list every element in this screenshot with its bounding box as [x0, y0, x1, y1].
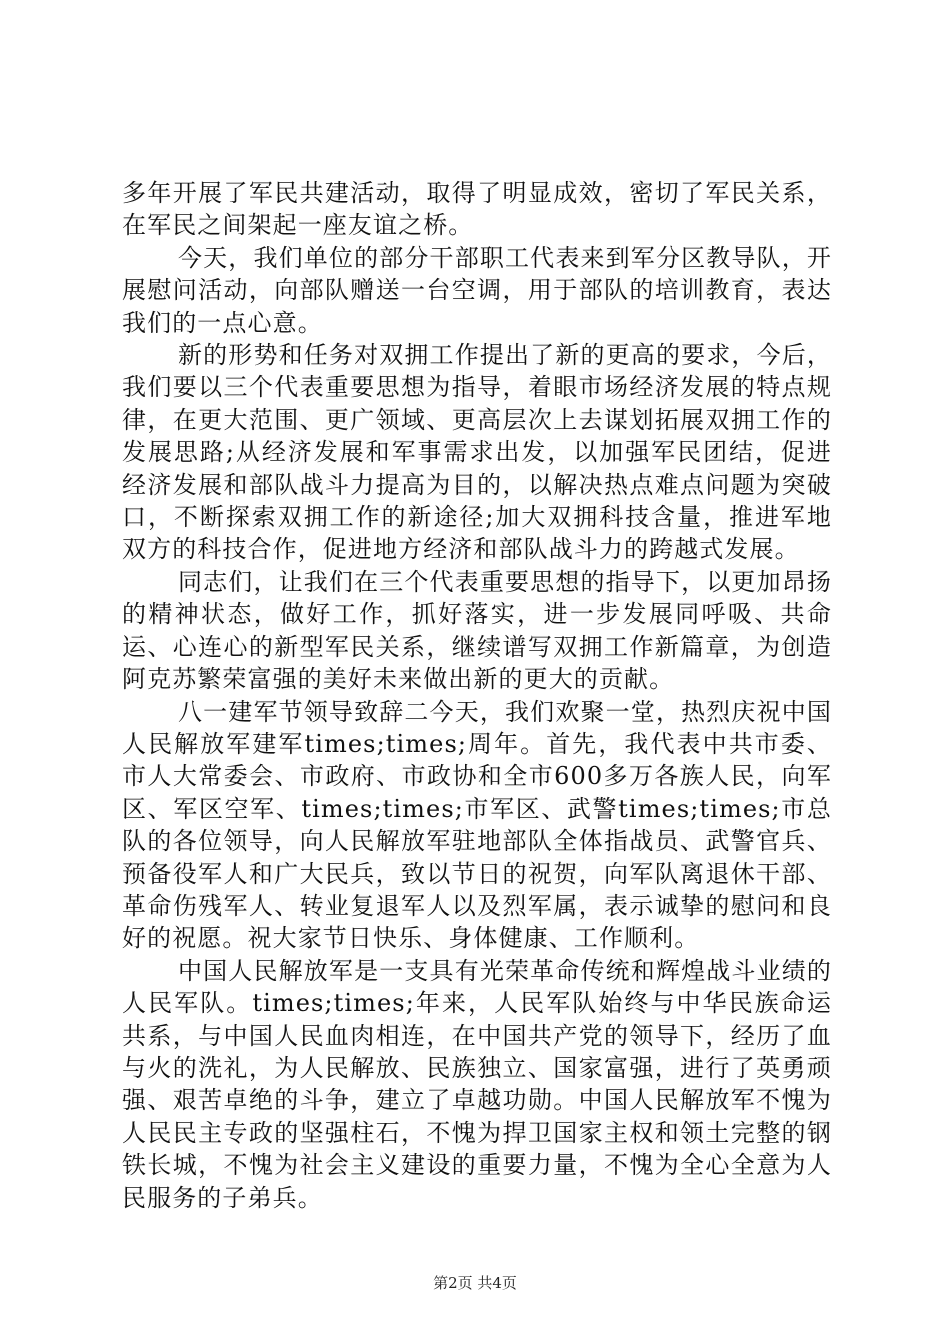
paragraph: 今天，我们单位的部分干部职工代表来到军分区教导队，开展慰问活动，向部队赠送一台空调，用于部队的培训教育，表达我们的一点心意。: [122, 243, 832, 337]
document-body: [122, 177, 832, 1214]
page-number-label: 第2页 共4页: [433, 1274, 517, 1292]
page-footer: [0, 1272, 950, 1293]
paragraph: 同志们，让我们在三个代表重要思想的指导下，以更加昂扬的精神状态，做好工作，抓好落实，进一步发展同呼吸、共命运、心连心的新型军民关系，继续谱写双拥工作新篇章，为创造阿克苏繁荣富强的美好未来做出新的更大的贡献。: [122, 567, 832, 694]
paragraph: 八一建军节领导致辞二今天，我们欢聚一堂，热烈庆祝中国人民解放军建军times;times;周年。首先，我代表中共市委、市人大常委会、市政府、市政协和全市600多万各族人民，向军区、军区空军、times;times;市军区、武警times;times;市总队的各位领导，向人民解放军驻地部队全体指战员、武警官兵、预备役军人和广大民兵，致以节日的祝贺，向军队离退休干部、革命伤残军人、转业复退军人以及烈军属，表示诚挚的慰问和良好的祝愿。祝大家节日快乐、身体健康、工作顺利。: [122, 697, 832, 953]
paragraph: 多年开展了军民共建活动，取得了明显成效，密切了军民关系，在军民之间架起一座友谊之桥。: [122, 179, 832, 240]
paragraph: 中国人民解放军是一支具有光荣革命传统和辉煌战斗业绩的人民军队。times;times;年来，人民军队始终与中华民族命运共系，与中国人民血肉相连，在中国共产党的领导下，经历了血与火的洗礼，为人民解放、民族独立、国家富强，进行了英勇顽强、艰苦卓绝的斗争，建立了卓越功勋。中国人民解放军不愧为人民民主专政的坚强柱石，不愧为捍卫国家主权和领土完整的钢铁长城，不愧为社会主义建设的重要力量，不愧为全心全意为人民服务的子弟兵。: [122, 956, 832, 1212]
paragraph: 新的形势和任务对双拥工作提出了新的更高的要求，今后，我们要以三个代表重要思想为指导，着眼市场经济发展的特点规律，在更大范围、更广领域、更高层次上去谋划拓展双拥工作的发展思路;从经济发展和军事需求出发，以加强军民团结，促进经济发展和部队战斗力提高为目的，以解决热点难点问题为突破口，不断探索双拥工作的新途径;加大双拥科技含量，推进军地双方的科技合作，促进地方经济和部队战斗力的跨越式发展。: [122, 341, 832, 564]
